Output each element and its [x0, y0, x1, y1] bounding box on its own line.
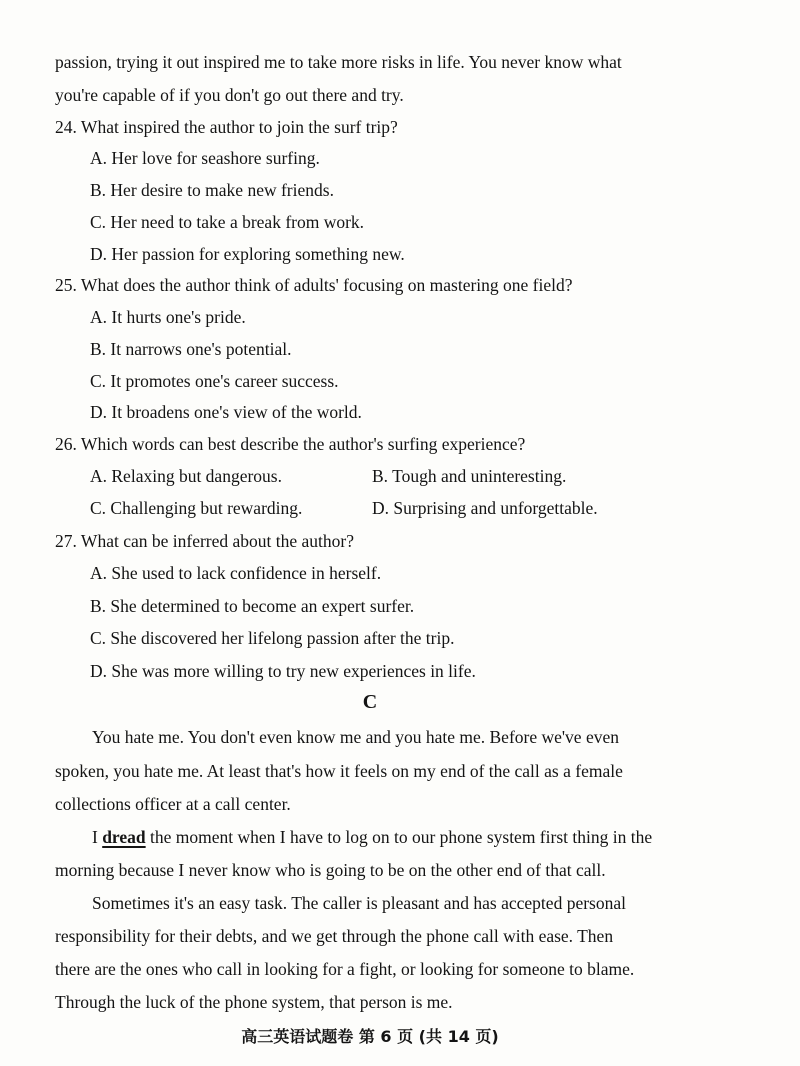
- question-25-option-c[interactable]: C. It promotes one's career success.: [90, 371, 339, 391]
- question-26-option-a[interactable]: A. Relaxing but dangerous.: [90, 466, 282, 486]
- question-25-stem: 25. What does the author think of adults' focusing on mastering one field?: [55, 275, 573, 295]
- question-26-option-b[interactable]: B. Tough and uninteresting.: [372, 466, 567, 486]
- section-c-p1-line: You hate me. You don't even know me and you hate me. Before we've even: [92, 727, 619, 747]
- question-24-option-c[interactable]: C. Her need to take a break from work.: [90, 212, 365, 232]
- question-27-option-b[interactable]: B. She determined to become an expert surfer.: [90, 596, 415, 616]
- question-27-option-d[interactable]: D. She was more willing to try new experiences in life.: [90, 661, 476, 681]
- question-25-option-b[interactable]: B. It narrows one's potential.: [90, 339, 292, 359]
- question-24-stem: 24. What inspired the author to join the surf trip?: [55, 117, 398, 137]
- passage-b-line: passion, trying it out inspired me to take more risks in life. You never know what: [55, 52, 622, 72]
- question-24-option-a[interactable]: A. Her love for seashore surfing.: [90, 148, 320, 168]
- question-24-option-b[interactable]: B. Her desire to make new friends.: [90, 180, 334, 200]
- section-c-p2-line: [92, 826, 652, 848]
- section-c-p3-line: there are the ones who call in looking for a fight, or looking for someone to blame.: [55, 959, 635, 979]
- section-c-p1-line: spoken, you hate me. At least that's how it feels on my end of the call as a female: [55, 761, 623, 781]
- keyword-dread: dread: [102, 827, 146, 847]
- section-c-p3-line: Through the luck of the phone system, that person is me.: [55, 992, 453, 1012]
- question-26-option-d[interactable]: D. Surprising and unforgettable.: [372, 498, 598, 518]
- page-footer: 高三英语试题卷 第 6 页 (共 14 页): [241, 1027, 499, 1046]
- passage-b-line: you're capable of if you don't go out there and try.: [55, 85, 404, 105]
- question-24-option-d[interactable]: D. Her passion for exploring something new.: [90, 244, 405, 264]
- section-c-p3-line: responsibility for their debts, and we get through the phone call with ease. Then: [55, 926, 614, 946]
- question-27-stem: 27. What can be inferred about the author?: [55, 531, 354, 551]
- question-25-option-d[interactable]: D. It broadens one's view of the world.: [90, 402, 362, 422]
- section-c-heading: C: [362, 691, 378, 713]
- question-26-option-c[interactable]: C. Challenging but rewarding.: [90, 498, 303, 518]
- section-c-p2-prefix: I: [92, 827, 103, 847]
- section-c-p2-rest: the moment when I have to log on to our phone system first thing in the: [145, 827, 653, 847]
- question-27-option-a[interactable]: A. She used to lack confidence in herself.: [90, 563, 382, 583]
- question-25-option-a[interactable]: A. It hurts one's pride.: [90, 307, 246, 327]
- section-c-p3-line: Sometimes it's an easy task. The caller is pleasant and has accepted personal: [92, 893, 626, 913]
- question-27-option-c[interactable]: C. She discovered her lifelong passion after the trip.: [90, 628, 455, 648]
- section-c-p1-line: collections officer at a call center.: [55, 794, 291, 814]
- section-c-p2-line: morning because I never know who is going to be on the other end of that call.: [55, 860, 606, 880]
- question-26-stem: 26. Which words can best describe the author's surfing experience?: [55, 434, 526, 454]
